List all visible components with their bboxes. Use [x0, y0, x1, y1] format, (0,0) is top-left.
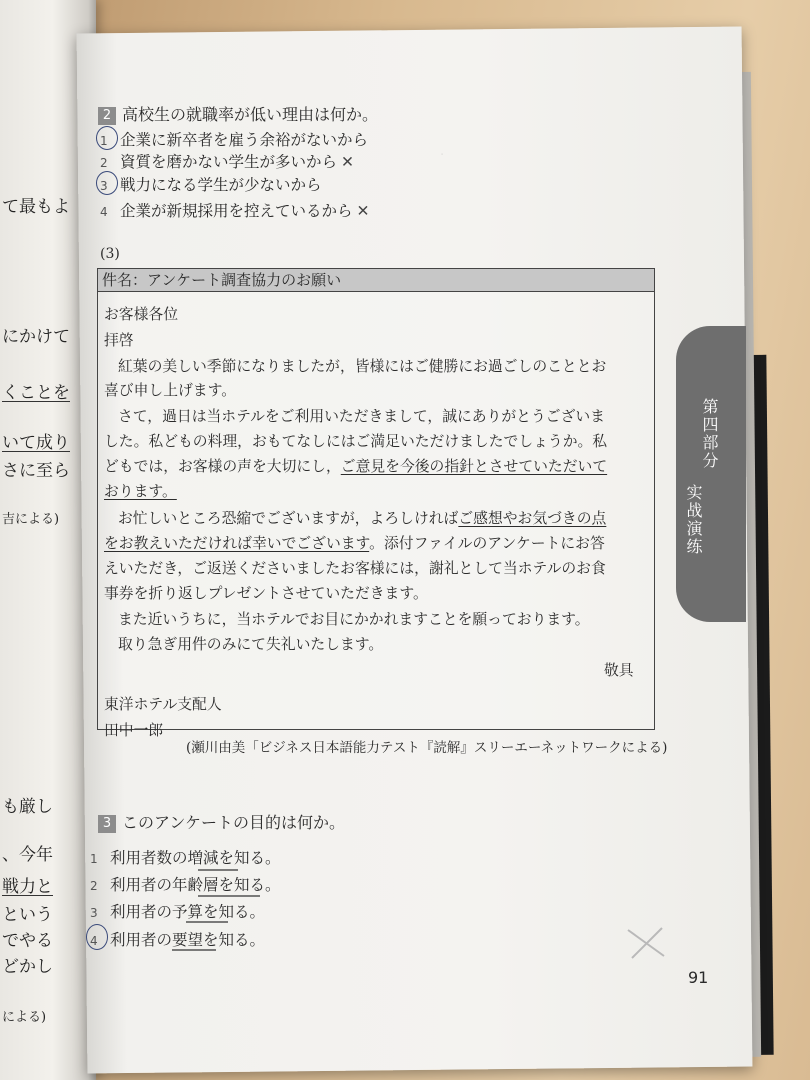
- option-number: 4: [100, 205, 108, 219]
- email-body-line: 紅葉の美しい季節になりましたが，皆様にはご健勝にお過ごしのこととお: [118, 358, 607, 375]
- left-page-fragment: でやる: [2, 931, 53, 951]
- email-text: 。添付ファイルのアンケートにお答: [369, 535, 605, 552]
- left-page-fragment: くことを: [2, 383, 70, 403]
- email-text: どもでは，お客様の声を大切にし，: [104, 458, 341, 475]
- cross-mark-icon: ✕: [341, 153, 355, 171]
- left-page-fragment: さに至ら: [2, 461, 70, 481]
- left-page-fragment: 戦力と: [2, 877, 53, 897]
- left-page-fragment: どかし: [2, 957, 53, 977]
- left-page-fragment: 、今年: [2, 845, 53, 865]
- option-text: 利用者数の増減を知る。: [110, 849, 281, 867]
- email-addressee: お客様各位: [104, 306, 178, 323]
- email-body-line: した。私どもの料理，おもてなしにはご満足いただけましたでしょうか。私: [104, 433, 608, 450]
- left-page-fragment: いて成り: [2, 433, 70, 453]
- email-greeting: 拝啓: [104, 332, 134, 349]
- faint-cross-mark: [628, 928, 664, 958]
- section-3-label: (3): [100, 246, 120, 262]
- option-text: 戦力になる学生が少ないから: [120, 176, 322, 194]
- option-number: 2: [100, 156, 108, 170]
- left-page-fragment: という: [2, 905, 53, 925]
- email-body-line: 喜び申し上げます。: [104, 382, 236, 399]
- option-number: 2: [90, 879, 98, 893]
- option-number: 4: [90, 934, 98, 948]
- email-body-line: さて，過日は当ホテルをご利用いただきまして，誠にありがとうございま: [118, 408, 605, 425]
- question-2-text: 高校生の就職率が低い理由は何か。: [122, 105, 379, 124]
- bleed-through-text: .: [440, 144, 536, 159]
- question-3-text: このアンケートの目的は何か。: [122, 813, 346, 832]
- left-page-fragment: も厳し: [2, 797, 53, 817]
- email-text: お忙しいところ恐縮でございますが，よろしければ: [118, 510, 459, 527]
- email-sender-org: 東洋ホテル支配人: [104, 696, 222, 713]
- email-body-line: えいただき，ご返送くださいましたお客様には，謝礼として当ホテルのお食: [104, 560, 606, 577]
- option-number: 1: [90, 852, 98, 866]
- underlined-text: をお教えいただければ幸いでございます: [104, 535, 370, 552]
- email-body-line: 取り急ぎ用件のみにて失礼いたします。: [118, 636, 384, 653]
- option-text: 利用者の年齢層を知る。: [110, 876, 281, 894]
- option-number: 1: [100, 134, 108, 148]
- question-number-badge: 3: [98, 815, 116, 833]
- email-body-line: 事券を折り返しプレゼントさせていただきます。: [104, 585, 428, 602]
- source-citation: (瀬川由美「ビジネス日本語能力テスト『読解』スリーエーネットワークによる): [186, 740, 668, 756]
- page-number: 91: [688, 968, 709, 987]
- email-subject: 件名：アンケート調査協力のお願い: [98, 269, 654, 292]
- option-text: 利用者の要望を知る。: [110, 931, 266, 949]
- chapter-part-label: 第四部分: [700, 398, 719, 470]
- option-text: 企業に新卒者を雇う余裕がないから: [120, 131, 369, 149]
- left-page-fragment: による): [2, 1010, 47, 1025]
- option-number: 3: [100, 179, 108, 193]
- underlined-text: ご意見を今後の指針とさせていただいて: [340, 458, 608, 475]
- option-text: 資質を磨かない学生が多いから: [120, 153, 338, 171]
- email-body-line: また近いうちに，当ホテルでお目にかかれますことを願っております。: [118, 611, 590, 628]
- left-page-fragment: 吉による): [2, 512, 60, 527]
- email-closing: 敬具: [604, 662, 634, 679]
- cross-mark-icon: ✕: [356, 202, 370, 220]
- underlined-text: ご感想やお気づきの点: [458, 510, 607, 527]
- option-number: 3: [90, 906, 98, 920]
- option-text: 利用者の予算を知る。: [110, 903, 266, 921]
- question-number-badge: 2: [98, 107, 116, 125]
- left-page-fragment: にかけて: [2, 327, 70, 347]
- option-text: 企業が新規採用を控えているから: [120, 202, 353, 220]
- chapter-title-label: 实战演练: [684, 484, 703, 556]
- email-body-line: おります。: [104, 483, 177, 500]
- left-page-fragment: て最もよ: [2, 197, 70, 217]
- email-sender-name: 田中一郎: [104, 722, 164, 739]
